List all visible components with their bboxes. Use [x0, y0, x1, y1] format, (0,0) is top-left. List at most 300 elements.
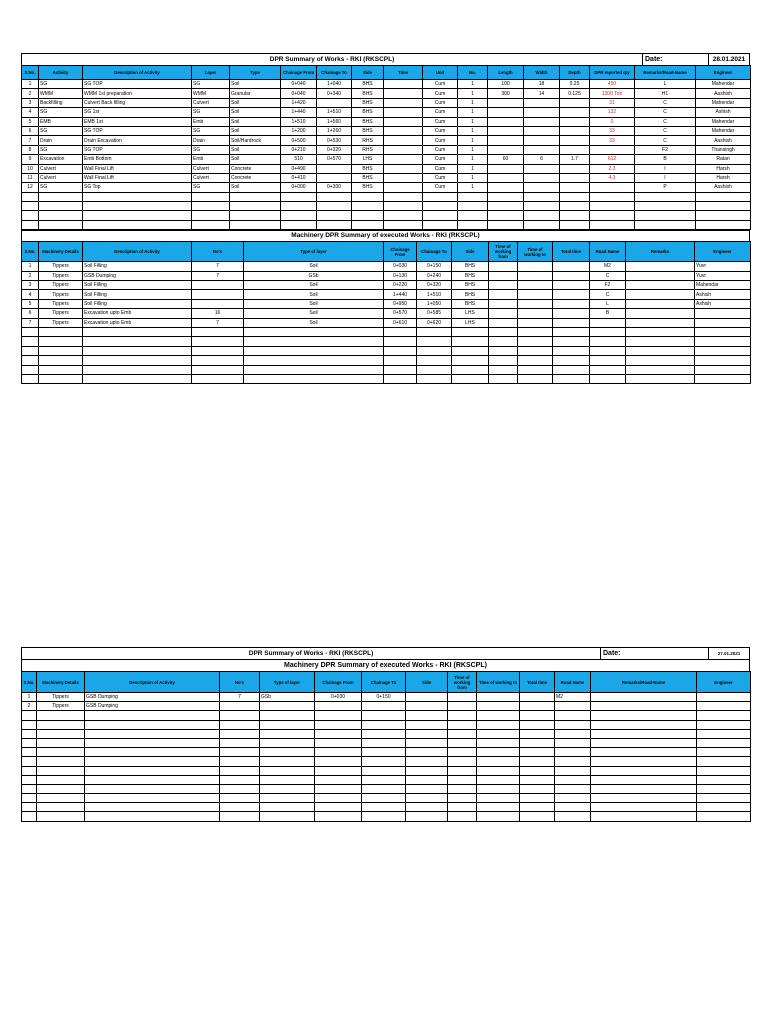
empty-cell	[518, 365, 553, 374]
empty-cell	[697, 738, 751, 747]
table-cell: Culvert	[192, 173, 230, 182]
table-cell	[384, 80, 423, 89]
empty-cell	[520, 757, 555, 766]
empty-cell	[591, 766, 697, 775]
empty-cell	[520, 729, 555, 738]
empty-cell	[317, 192, 352, 201]
empty-cell	[555, 711, 591, 720]
table-cell	[384, 126, 423, 135]
blank-row	[22, 211, 751, 220]
table-cell: Culvert Back filling	[83, 98, 192, 107]
table-cell: LHS	[452, 309, 489, 318]
empty-cell	[697, 729, 751, 738]
empty-cell	[362, 803, 406, 812]
table-cell	[626, 299, 695, 308]
column-header: Side	[452, 242, 489, 262]
empty-cell	[524, 202, 560, 211]
blank-row	[22, 711, 751, 720]
table-cell: SG	[192, 80, 230, 89]
empty-cell	[317, 202, 352, 211]
empty-cell	[406, 775, 448, 784]
empty-cell	[488, 211, 524, 220]
column-header: Unit	[423, 66, 458, 80]
empty-cell	[281, 211, 317, 220]
table-row	[22, 183, 751, 192]
table-cell	[317, 98, 352, 107]
table-cell	[520, 702, 555, 711]
table-cell: Culvert	[192, 164, 230, 173]
table-cell	[524, 126, 560, 135]
table-cell	[315, 702, 362, 711]
empty-cell	[590, 327, 626, 336]
table-cell: Excavation upto Emb	[83, 309, 192, 318]
table-cell	[384, 173, 423, 182]
table-cell	[384, 164, 423, 173]
table-cell: 1	[458, 136, 488, 145]
table-cell: SG TOP	[83, 80, 192, 89]
empty-cell	[37, 738, 85, 747]
empty-cell	[520, 775, 555, 784]
empty-cell	[591, 729, 697, 738]
table-cell: Backfilling	[39, 98, 83, 107]
table-cell	[518, 318, 553, 327]
empty-cell	[362, 711, 406, 720]
empty-cell	[448, 794, 477, 803]
empty-cell	[560, 220, 590, 229]
table-cell	[220, 702, 260, 711]
empty-cell	[37, 766, 85, 775]
empty-cell	[489, 337, 518, 346]
table-cell	[477, 702, 520, 711]
table-cell: 0+240	[417, 271, 452, 280]
empty-cell	[22, 220, 39, 229]
empty-cell	[520, 748, 555, 757]
empty-cell	[488, 192, 524, 201]
empty-cell	[192, 192, 230, 201]
table-cell	[524, 98, 560, 107]
empty-cell	[555, 784, 591, 793]
table-cell	[560, 117, 590, 126]
table-cell: Harsh	[696, 164, 751, 173]
table-cell: BHS	[352, 126, 384, 135]
table-cell: SG	[192, 145, 230, 154]
table-cell	[384, 145, 423, 154]
empty-cell	[591, 757, 697, 766]
empty-cell	[696, 211, 751, 220]
empty-cell	[555, 775, 591, 784]
empty-cell	[22, 757, 37, 766]
column-header: Time of working from	[448, 672, 477, 693]
table-cell: 7	[220, 693, 260, 702]
table-cell: 1	[458, 98, 488, 107]
table-cell: Mahendar	[695, 281, 751, 290]
empty-cell	[362, 812, 406, 821]
table-cell: Tippers	[39, 309, 83, 318]
table-cell	[695, 318, 751, 327]
empty-cell	[37, 729, 85, 738]
machinery-title: Machinery DPR Summary of executed Works - RKI (RKSCPL)	[21, 230, 750, 241]
empty-cell	[281, 220, 317, 229]
empty-cell	[22, 720, 37, 729]
date-value: 27.01.2021	[717, 651, 741, 656]
blank-row	[22, 803, 751, 812]
table-cell: Cum	[423, 89, 458, 98]
table-cell: Soil	[230, 117, 281, 126]
table-cell: GSB Dumping	[83, 271, 192, 280]
empty-cell	[590, 346, 626, 355]
table-cell: Tippers	[39, 318, 83, 327]
table-cell: 33	[590, 136, 635, 145]
table-cell	[406, 702, 448, 711]
table-cell	[488, 173, 524, 182]
table-row	[22, 309, 751, 318]
table-row	[22, 290, 751, 299]
empty-cell	[352, 211, 384, 220]
column-header: Length	[488, 66, 524, 80]
empty-cell	[244, 337, 384, 346]
empty-cell	[553, 346, 590, 355]
table-cell: 0+220	[384, 281, 417, 290]
table-cell: WMM	[192, 89, 230, 98]
empty-cell	[477, 729, 520, 738]
column-header: Chainage From	[315, 672, 362, 693]
blank-row	[22, 346, 751, 355]
table-cell: Granular	[230, 89, 281, 98]
table-cell	[488, 145, 524, 154]
table-cell: 0.125	[560, 89, 590, 98]
table-row	[22, 173, 751, 182]
column-header: Chainage To	[417, 242, 452, 262]
table-cell: 0+150	[417, 262, 452, 271]
table-cell: 1	[458, 155, 488, 164]
empty-cell	[560, 211, 590, 220]
empty-cell	[477, 812, 520, 821]
table-cell	[192, 290, 244, 299]
empty-cell	[85, 775, 220, 784]
blank-row	[22, 757, 751, 766]
table-cell	[697, 693, 751, 702]
empty-cell	[448, 738, 477, 747]
empty-cell	[37, 757, 85, 766]
empty-cell	[591, 803, 697, 812]
empty-cell	[39, 356, 83, 365]
column-header: Description of Activity	[85, 672, 220, 693]
table-cell: GSB Dumping	[85, 693, 220, 702]
table-cell: 0+570	[384, 309, 417, 318]
empty-cell	[520, 794, 555, 803]
empty-cell	[281, 192, 317, 201]
empty-cell	[39, 374, 83, 383]
empty-cell	[477, 748, 520, 757]
table-cell: 5	[22, 117, 39, 126]
dpr-sheet-28-01	[21, 53, 750, 384]
table-cell: 6	[22, 126, 39, 135]
table-cell: 100	[488, 80, 524, 89]
empty-cell	[260, 711, 315, 720]
table-cell	[489, 262, 518, 271]
table-cell	[560, 164, 590, 173]
empty-cell	[85, 748, 220, 757]
table-cell: Tippers	[39, 262, 83, 271]
blank-row	[22, 192, 751, 201]
table-cell	[590, 318, 626, 327]
empty-cell	[417, 374, 452, 383]
empty-cell	[260, 748, 315, 757]
table-cell: Soil Filling	[83, 262, 192, 271]
table-cell: Concrete	[230, 164, 281, 173]
table-cell: 510	[281, 155, 317, 164]
table-cell	[626, 309, 695, 318]
table-cell: 3	[22, 98, 39, 107]
empty-cell	[488, 220, 524, 229]
table-cell	[384, 89, 423, 98]
table-cell: 1+560	[317, 117, 352, 126]
table-cell: 0+950	[384, 299, 417, 308]
empty-cell	[406, 803, 448, 812]
empty-cell	[192, 337, 244, 346]
empty-cell	[260, 775, 315, 784]
table-cell	[192, 281, 244, 290]
table-cell	[560, 136, 590, 145]
empty-cell	[83, 211, 192, 220]
table-cell: 6	[524, 155, 560, 164]
table-cell: Emb	[192, 117, 230, 126]
empty-cell	[260, 720, 315, 729]
table-cell: 0+530	[317, 136, 352, 145]
empty-cell	[477, 738, 520, 747]
empty-cell	[384, 327, 417, 336]
empty-cell	[22, 803, 37, 812]
empty-cell	[477, 711, 520, 720]
table-cell: 1+510	[417, 290, 452, 299]
column-header: Engineer	[697, 672, 751, 693]
empty-cell	[553, 374, 590, 383]
table-cell: BHS	[452, 281, 489, 290]
table-cell	[591, 702, 697, 711]
table-cell: BHS	[452, 299, 489, 308]
empty-cell	[406, 711, 448, 720]
table-cell: GSb	[244, 271, 384, 280]
empty-cell	[591, 784, 697, 793]
empty-cell	[362, 729, 406, 738]
empty-cell	[695, 356, 751, 365]
table-cell	[317, 173, 352, 182]
table-cell: 132	[590, 108, 635, 117]
empty-cell	[477, 720, 520, 729]
column-header: Description of Activity	[83, 66, 192, 80]
table-cell	[553, 309, 590, 318]
table-cell	[626, 262, 695, 271]
table-cell	[406, 693, 448, 702]
machinery-table-header	[22, 672, 751, 693]
empty-cell	[39, 365, 83, 374]
empty-cell	[626, 356, 695, 365]
empty-cell	[192, 346, 244, 355]
table-cell	[489, 318, 518, 327]
empty-cell	[220, 803, 260, 812]
table-cell: Thansingh	[696, 145, 751, 154]
empty-cell	[220, 720, 260, 729]
table-cell	[524, 145, 560, 154]
date-label: Date:	[601, 648, 709, 659]
table-cell: 0+300	[317, 183, 352, 192]
empty-cell	[452, 337, 489, 346]
table-cell: 1+440	[384, 290, 417, 299]
empty-cell	[192, 365, 244, 374]
table-cell: 1+050	[417, 299, 452, 308]
table-cell: EMB 1st	[83, 117, 192, 126]
empty-cell	[22, 192, 39, 201]
empty-cell	[697, 748, 751, 757]
empty-cell	[591, 775, 697, 784]
table-cell: BHS	[352, 98, 384, 107]
empty-cell	[406, 720, 448, 729]
empty-cell	[591, 711, 697, 720]
table-cell: Ratan	[696, 155, 751, 164]
empty-cell	[39, 327, 83, 336]
table-cell: RHS	[352, 145, 384, 154]
empty-cell	[220, 748, 260, 757]
table-cell	[695, 309, 751, 318]
table-cell: WMM	[39, 89, 83, 98]
blank-row	[22, 365, 751, 374]
table-cell: 12	[22, 183, 39, 192]
table-cell: 0+040	[281, 89, 317, 98]
table-cell: EMB	[39, 117, 83, 126]
empty-cell	[477, 803, 520, 812]
empty-cell	[477, 766, 520, 775]
empty-cell	[384, 374, 417, 383]
empty-cell	[39, 346, 83, 355]
table-cell: 4	[22, 290, 39, 299]
table-cell	[488, 117, 524, 126]
table-cell: 14	[524, 89, 560, 98]
table-cell: Yuvr	[695, 271, 751, 280]
empty-cell	[591, 738, 697, 747]
empty-cell	[489, 356, 518, 365]
column-header: Time of working to	[477, 672, 520, 693]
empty-cell	[555, 738, 591, 747]
empty-cell	[555, 766, 591, 775]
table-cell: Drain Excavation	[83, 136, 192, 145]
table-cell: 0+410	[281, 173, 317, 182]
sheet-title-bar	[21, 647, 750, 659]
table-cell: BHS	[452, 290, 489, 299]
table-cell: C	[590, 290, 626, 299]
works-table	[21, 65, 751, 230]
empty-cell	[83, 220, 192, 229]
empty-cell	[452, 327, 489, 336]
table-row	[22, 117, 751, 126]
table-cell: BHS	[352, 183, 384, 192]
table-cell: SG	[39, 126, 83, 135]
table-cell: 0+585	[417, 309, 452, 318]
table-cell	[488, 164, 524, 173]
column-header: Remarks	[626, 242, 695, 262]
table-cell	[489, 309, 518, 318]
table-cell: Drain	[39, 136, 83, 145]
blank-row	[22, 720, 751, 729]
empty-cell	[524, 192, 560, 201]
table-cell: SG	[192, 126, 230, 135]
empty-cell	[83, 202, 192, 211]
table-cell	[448, 693, 477, 702]
table-row	[22, 262, 751, 271]
column-header: Time	[384, 66, 423, 80]
table-row	[22, 702, 751, 711]
column-header: Machinery Details	[39, 242, 83, 262]
empty-cell	[518, 374, 553, 383]
empty-cell	[85, 738, 220, 747]
table-cell: Harsh	[696, 173, 751, 182]
table-cell	[560, 183, 590, 192]
empty-cell	[85, 757, 220, 766]
table-cell: Soil	[244, 309, 384, 318]
table-cell: M2	[555, 693, 591, 702]
column-header: Engineer	[696, 66, 751, 80]
machinery-table	[21, 671, 751, 822]
table-cell	[489, 290, 518, 299]
table-cell: 0+320	[317, 145, 352, 154]
empty-cell	[695, 346, 751, 355]
table-cell	[626, 281, 695, 290]
table-cell: 1+510	[317, 108, 352, 117]
table-cell: I	[635, 164, 696, 173]
empty-cell	[452, 346, 489, 355]
empty-cell	[555, 812, 591, 821]
empty-cell	[315, 803, 362, 812]
column-header: Engineer	[695, 242, 751, 262]
table-cell	[560, 126, 590, 135]
empty-cell	[85, 720, 220, 729]
table-cell: Soil	[230, 108, 281, 117]
table-row	[22, 271, 751, 280]
table-cell: 2	[22, 702, 37, 711]
table-cell: Soil	[244, 262, 384, 271]
empty-cell	[696, 202, 751, 211]
table-cell: Aashish	[696, 183, 751, 192]
table-cell	[591, 693, 697, 702]
table-row	[22, 126, 751, 135]
empty-cell	[362, 784, 406, 793]
empty-cell	[560, 192, 590, 201]
blank-row	[22, 337, 751, 346]
table-cell: 33	[590, 126, 635, 135]
empty-cell	[423, 220, 458, 229]
table-cell: 1+200	[281, 126, 317, 135]
empty-cell	[230, 192, 281, 201]
table-cell	[317, 164, 352, 173]
machinery-table	[21, 241, 751, 384]
table-cell: Cum	[423, 173, 458, 182]
header-row	[22, 242, 751, 262]
machinery-table-body	[22, 693, 751, 822]
table-cell	[260, 702, 315, 711]
table-cell	[520, 693, 555, 702]
table-cell	[518, 281, 553, 290]
table-cell: 1.7	[560, 155, 590, 164]
column-header: Total time	[553, 242, 590, 262]
table-cell: 1	[458, 117, 488, 126]
table-cell: Cum	[423, 155, 458, 164]
table-cell: SG	[192, 183, 230, 192]
empty-cell	[520, 766, 555, 775]
empty-cell	[626, 346, 695, 355]
empty-cell	[384, 346, 417, 355]
table-cell: 7	[192, 262, 244, 271]
table-cell: L	[590, 299, 626, 308]
empty-cell	[448, 775, 477, 784]
